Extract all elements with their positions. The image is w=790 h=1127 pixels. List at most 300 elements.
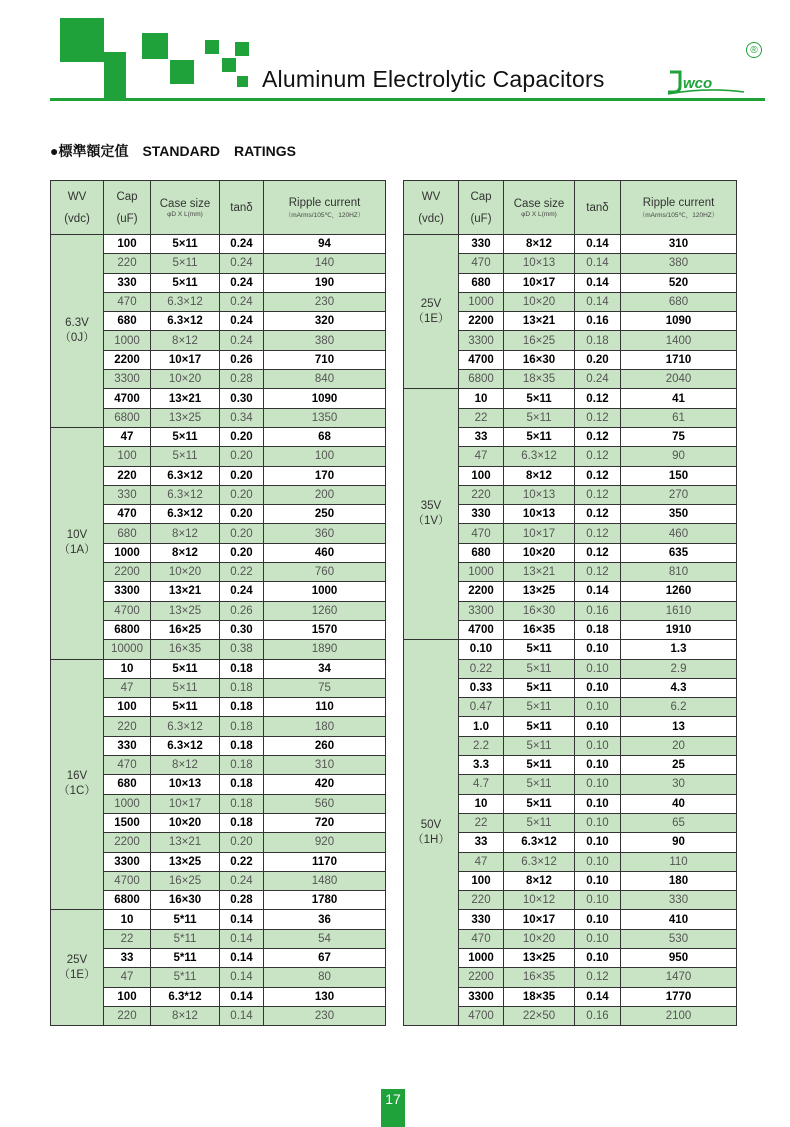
- case-size-cell: 13×21: [151, 582, 220, 601]
- cap-cell: 3300: [459, 331, 504, 350]
- tan-cell: 0.10: [575, 833, 621, 852]
- case-size-cell: 8×12: [504, 871, 575, 890]
- col-wv: WV (vdc): [51, 181, 104, 235]
- cap-cell: 33: [104, 948, 151, 967]
- cap-cell: 2200: [104, 350, 151, 369]
- cap-cell: 10: [104, 659, 151, 678]
- tan-cell: 0.18: [220, 756, 264, 775]
- cap-cell: 100: [459, 871, 504, 890]
- cap-cell: 220: [104, 1006, 151, 1025]
- ripple-cell: 90: [621, 447, 737, 466]
- voltage-cell: [51, 659, 104, 910]
- ripple-cell: 100: [264, 447, 386, 466]
- tan-cell: 0.16: [575, 312, 621, 331]
- cap-cell: 1000: [104, 543, 151, 562]
- case-size-cell: 13×21: [504, 563, 575, 582]
- cap-cell: 0.22: [459, 659, 504, 678]
- cap-cell: 4700: [104, 389, 151, 408]
- tan-cell: 0.10: [575, 736, 621, 755]
- case-size-cell: 5×11: [151, 698, 220, 717]
- cap-cell: 220: [459, 485, 504, 504]
- tan-cell: 0.20: [220, 427, 264, 446]
- page-number: 17: [381, 1089, 405, 1127]
- cap-cell: 220: [104, 717, 151, 736]
- voltage-code: （1E）: [58, 968, 96, 981]
- ripple-cell: 950: [621, 948, 737, 967]
- deco-square: [142, 33, 168, 59]
- tan-cell: 0.10: [575, 871, 621, 890]
- deco-square: [205, 40, 219, 54]
- ripple-cell: 170: [264, 466, 386, 485]
- cap-cell: 4700: [104, 601, 151, 620]
- ripple-cell: 310: [621, 235, 737, 254]
- cap-cell: 1000: [459, 563, 504, 582]
- ripple-cell: 75: [264, 678, 386, 697]
- col-tan: tanδ: [575, 181, 621, 235]
- tan-cell: 0.12: [575, 427, 621, 446]
- cap-cell: 3.3: [459, 756, 504, 775]
- voltage-label: 35V: [420, 500, 442, 513]
- case-size-cell: 5×11: [504, 756, 575, 775]
- tan-cell: 0.20: [220, 543, 264, 562]
- cap-cell: 0.10: [459, 640, 504, 659]
- ripple-cell: 360: [264, 524, 386, 543]
- tan-cell: 0.12: [575, 563, 621, 582]
- tan-cell: 0.12: [575, 389, 621, 408]
- voltage-cell: [404, 389, 459, 640]
- case-size-cell: 16×30: [504, 601, 575, 620]
- ripple-cell: 190: [264, 273, 386, 292]
- case-size-cell: 13×25: [504, 948, 575, 967]
- section-title: ●標準額定值 STANDARD RATINGS: [50, 143, 296, 159]
- tan-cell: 0.22: [220, 852, 264, 871]
- cap-cell: 3300: [459, 987, 504, 1006]
- voltage-cell: [404, 640, 459, 1026]
- ripple-cell: 34: [264, 659, 386, 678]
- tan-cell: 0.14: [220, 968, 264, 987]
- case-size-cell: 10×20: [151, 370, 220, 389]
- case-size-cell: 10×17: [151, 350, 220, 369]
- tan-cell: 0.10: [575, 891, 621, 910]
- ripple-cell: 420: [264, 775, 386, 794]
- case-size-cell: 5×11: [504, 640, 575, 659]
- tan-cell: 0.18: [220, 794, 264, 813]
- case-size-cell: 6.3×12: [504, 833, 575, 852]
- ripple-cell: 810: [621, 563, 737, 582]
- case-size-cell: 8×12: [151, 543, 220, 562]
- cap-cell: 470: [104, 292, 151, 311]
- cap-cell: 10: [459, 389, 504, 408]
- case-size-cell: 8×12: [151, 756, 220, 775]
- cap-cell: 47: [104, 968, 151, 987]
- cap-cell: 33: [459, 833, 504, 852]
- ripple-cell: 1470: [621, 968, 737, 987]
- ripple-cell: 260: [264, 736, 386, 755]
- deco-square: [222, 58, 236, 72]
- tan-cell: 0.26: [220, 350, 264, 369]
- tan-cell: 0.10: [575, 678, 621, 697]
- tan-cell: 0.20: [575, 350, 621, 369]
- voltage-code: （1C）: [58, 785, 96, 798]
- ripple-cell: 1090: [264, 389, 386, 408]
- tan-cell: 0.12: [575, 968, 621, 987]
- case-size-cell: 5×11: [504, 659, 575, 678]
- cap-cell: 4.7: [459, 775, 504, 794]
- ripple-cell: 270: [621, 485, 737, 504]
- cap-cell: 1000: [459, 292, 504, 311]
- tan-cell: 0.26: [220, 601, 264, 620]
- case-size-cell: 5×11: [504, 389, 575, 408]
- tan-cell: 0.24: [220, 292, 264, 311]
- case-size-cell: 5×11: [151, 659, 220, 678]
- case-size-cell: 5×11: [504, 794, 575, 813]
- ripple-cell: 1260: [621, 582, 737, 601]
- cap-cell: 33: [459, 427, 504, 446]
- case-size-cell: 6.3×12: [151, 717, 220, 736]
- voltage-code: （1A）: [58, 544, 96, 557]
- ripple-cell: 1780: [264, 891, 386, 910]
- cap-cell: 2200: [459, 582, 504, 601]
- tan-cell: 0.18: [220, 775, 264, 794]
- tan-cell: 0.14: [220, 948, 264, 967]
- cap-cell: 4700: [459, 350, 504, 369]
- ripple-cell: 6.2: [621, 698, 737, 717]
- tan-cell: 0.30: [220, 620, 264, 639]
- case-size-cell: 8×12: [151, 331, 220, 350]
- tan-cell: 0.12: [575, 543, 621, 562]
- tan-cell: 0.28: [220, 891, 264, 910]
- case-size-cell: 6.3×12: [151, 292, 220, 311]
- cap-cell: 1000: [104, 331, 151, 350]
- ripple-cell: 4.3: [621, 678, 737, 697]
- tan-cell: 0.12: [575, 505, 621, 524]
- case-size-cell: 5*11: [151, 948, 220, 967]
- ripple-cell: 920: [264, 833, 386, 852]
- cap-cell: 10: [104, 910, 151, 929]
- case-size-cell: 5×11: [504, 813, 575, 832]
- ripple-cell: 180: [264, 717, 386, 736]
- tan-cell: 0.18: [220, 736, 264, 755]
- case-size-cell: 5×11: [504, 678, 575, 697]
- ripple-cell: 25: [621, 756, 737, 775]
- case-size-cell: 5×11: [504, 736, 575, 755]
- cap-cell: 0.47: [459, 698, 504, 717]
- tan-cell: 0.10: [575, 852, 621, 871]
- voltage-label: 25V: [420, 297, 442, 310]
- cap-cell: 1000: [459, 948, 504, 967]
- tan-cell: 0.14: [575, 273, 621, 292]
- case-size-cell: 10×17: [504, 524, 575, 543]
- case-size-cell: 10×13: [504, 505, 575, 524]
- cap-cell: 3300: [459, 601, 504, 620]
- case-size-cell: 18×35: [504, 370, 575, 389]
- ripple-cell: 150: [621, 466, 737, 485]
- table-row: [404, 235, 737, 254]
- tan-cell: 0.18: [575, 620, 621, 639]
- cap-cell: 3300: [104, 370, 151, 389]
- tan-cell: 0.10: [575, 794, 621, 813]
- ripple-cell: 460: [264, 543, 386, 562]
- ripple-cell: 720: [264, 813, 386, 832]
- ripple-cell: 350: [621, 505, 737, 524]
- cap-cell: 470: [104, 505, 151, 524]
- ripple-cell: 2.9: [621, 659, 737, 678]
- case-size-cell: 13×25: [151, 852, 220, 871]
- tan-cell: 0.28: [220, 370, 264, 389]
- page-title: Aluminum Electrolytic Capacitors: [262, 66, 605, 92]
- case-size-cell: 8×12: [151, 1006, 220, 1025]
- tan-cell: 0.20: [220, 466, 264, 485]
- ripple-cell: 635: [621, 543, 737, 562]
- case-size-cell: 13×25: [504, 582, 575, 601]
- case-size-cell: 10×13: [504, 485, 575, 504]
- voltage-code: （1H）: [412, 833, 450, 846]
- table-row: [51, 235, 386, 254]
- case-size-cell: 5×11: [151, 273, 220, 292]
- voltage-label: 6.3V: [65, 316, 89, 329]
- case-size-cell: 5×11: [151, 254, 220, 273]
- ripple-cell: 30: [621, 775, 737, 794]
- ripple-cell: 75: [621, 427, 737, 446]
- tan-cell: 0.14: [575, 254, 621, 273]
- case-size-cell: 5×11: [504, 408, 575, 427]
- col-wv: WV (vdc): [404, 181, 459, 235]
- cap-cell: 470: [459, 524, 504, 543]
- ripple-cell: 1.3: [621, 640, 737, 659]
- tan-cell: 0.18: [220, 659, 264, 678]
- cap-cell: 2200: [104, 833, 151, 852]
- case-size-cell: 5×11: [504, 427, 575, 446]
- case-size-cell: 6.3*12: [151, 987, 220, 1006]
- tan-cell: 0.20: [220, 505, 264, 524]
- ripple-cell: 90: [621, 833, 737, 852]
- cap-cell: 100: [104, 235, 151, 254]
- cap-cell: 220: [104, 254, 151, 273]
- tan-cell: 0.20: [220, 524, 264, 543]
- tan-cell: 0.20: [220, 447, 264, 466]
- case-size-cell: 5×11: [504, 698, 575, 717]
- cap-cell: 6800: [104, 408, 151, 427]
- cap-cell: 680: [104, 312, 151, 331]
- ripple-cell: 680: [621, 292, 737, 311]
- voltage-cell: [51, 235, 104, 428]
- ripple-cell: 460: [621, 524, 737, 543]
- ripple-cell: 130: [264, 987, 386, 1006]
- ripple-cell: 1770: [621, 987, 737, 1006]
- cap-cell: 1000: [104, 794, 151, 813]
- ripple-cell: 760: [264, 563, 386, 582]
- ripple-cell: 36: [264, 910, 386, 929]
- cap-cell: 22: [104, 929, 151, 948]
- table-header: [51, 181, 386, 235]
- table-row: [404, 640, 737, 659]
- tan-cell: 0.34: [220, 408, 264, 427]
- ripple-cell: 410: [621, 910, 737, 929]
- ripple-cell: 68: [264, 427, 386, 446]
- case-size-cell: 16×25: [151, 871, 220, 890]
- ripple-cell: 1170: [264, 852, 386, 871]
- case-size-cell: 5×11: [151, 678, 220, 697]
- registered-mark: ®: [746, 42, 762, 58]
- tan-cell: 0.10: [575, 910, 621, 929]
- tan-cell: 0.18: [220, 698, 264, 717]
- table-row: [51, 659, 386, 678]
- col-ripple: Ripple current （mArms/105℃，120HZ）: [621, 181, 737, 235]
- cap-cell: 470: [459, 254, 504, 273]
- case-size-cell: 10×13: [504, 254, 575, 273]
- case-size-cell: 6.3×12: [151, 485, 220, 504]
- cap-cell: 6800: [459, 370, 504, 389]
- tan-cell: 0.20: [220, 833, 264, 852]
- case-size-cell: 13×25: [151, 408, 220, 427]
- cap-cell: 220: [104, 466, 151, 485]
- ripple-cell: 310: [264, 756, 386, 775]
- col-ripple: Ripple current （mArms/105℃，120HZ）: [264, 181, 386, 235]
- ripple-cell: 54: [264, 929, 386, 948]
- tan-cell: 0.24: [220, 871, 264, 890]
- case-size-cell: 13×25: [151, 601, 220, 620]
- cap-cell: 22: [459, 813, 504, 832]
- tan-cell: 0.14: [575, 235, 621, 254]
- case-size-cell: 8×12: [504, 466, 575, 485]
- ripple-cell: 1890: [264, 640, 386, 659]
- tan-cell: 0.16: [575, 601, 621, 620]
- ripple-cell: 65: [621, 813, 737, 832]
- table-header: [404, 181, 737, 235]
- voltage-label: 50V: [420, 818, 442, 831]
- case-size-cell: 10×20: [151, 813, 220, 832]
- cap-cell: 47: [104, 678, 151, 697]
- voltage-label: 10V: [66, 529, 88, 542]
- col-cap: Cap (uF): [459, 181, 504, 235]
- col-case-size: Case size φD X L(mm): [504, 181, 575, 235]
- col-cap: Cap (uF): [104, 181, 151, 235]
- case-size-cell: 8×12: [504, 235, 575, 254]
- table-row: [51, 427, 386, 446]
- case-size-cell: 16×35: [504, 620, 575, 639]
- tan-cell: 0.10: [575, 775, 621, 794]
- ripple-cell: 1610: [621, 601, 737, 620]
- case-size-cell: 6.3×12: [151, 505, 220, 524]
- tan-cell: 0.14: [575, 582, 621, 601]
- deco-square: [235, 42, 249, 56]
- cap-cell: 1.0: [459, 717, 504, 736]
- ripple-cell: 110: [264, 698, 386, 717]
- ripple-cell: 1350: [264, 408, 386, 427]
- case-size-cell: 5×11: [151, 447, 220, 466]
- ripple-cell: 710: [264, 350, 386, 369]
- ripple-cell: 110: [621, 852, 737, 871]
- ripple-cell: 520: [621, 273, 737, 292]
- cap-cell: 2200: [459, 312, 504, 331]
- tan-cell: 0.22: [220, 563, 264, 582]
- case-size-cell: 10×20: [151, 563, 220, 582]
- tan-cell: 0.16: [575, 1006, 621, 1025]
- case-size-cell: 13×21: [504, 312, 575, 331]
- ripple-cell: 1000: [264, 582, 386, 601]
- col-tan: tanδ: [220, 181, 264, 235]
- case-size-cell: 13×21: [151, 389, 220, 408]
- ripple-cell: 250: [264, 505, 386, 524]
- voltage-label: 25V: [66, 953, 88, 966]
- cap-cell: 3300: [104, 582, 151, 601]
- case-size-cell: 10×13: [151, 775, 220, 794]
- ripple-cell: 2100: [621, 1006, 737, 1025]
- ripple-cell: 1260: [264, 601, 386, 620]
- deco-square: [104, 52, 126, 98]
- cap-cell: 100: [104, 698, 151, 717]
- cap-cell: 1500: [104, 813, 151, 832]
- case-size-cell: 6.3×12: [151, 466, 220, 485]
- case-size-cell: 5×11: [151, 427, 220, 446]
- case-size-cell: 10×20: [504, 292, 575, 311]
- cap-cell: 47: [459, 447, 504, 466]
- ripple-cell: 380: [621, 254, 737, 273]
- case-size-cell: 22×50: [504, 1006, 575, 1025]
- tan-cell: 0.10: [575, 929, 621, 948]
- case-size-cell: 16×35: [151, 640, 220, 659]
- case-size-cell: 10×17: [504, 273, 575, 292]
- ripple-cell: 230: [264, 1006, 386, 1025]
- ripple-cell: 840: [264, 370, 386, 389]
- cap-cell: 100: [104, 987, 151, 1006]
- cap-cell: 4700: [459, 1006, 504, 1025]
- svg-text:wco: wco: [683, 75, 713, 92]
- ripple-cell: 1910: [621, 620, 737, 639]
- tan-cell: 0.30: [220, 389, 264, 408]
- cap-cell: 22: [459, 408, 504, 427]
- case-size-cell: 16×30: [504, 350, 575, 369]
- ripple-cell: 1570: [264, 620, 386, 639]
- tan-cell: 0.24: [220, 235, 264, 254]
- voltage-cell: [51, 427, 104, 659]
- tan-cell: 0.12: [575, 524, 621, 543]
- case-size-cell: 10×17: [151, 794, 220, 813]
- cap-cell: 100: [104, 447, 151, 466]
- ripple-cell: 320: [264, 312, 386, 331]
- ripple-cell: 94: [264, 235, 386, 254]
- case-size-cell: 5*11: [151, 910, 220, 929]
- cap-cell: 680: [459, 273, 504, 292]
- case-size-cell: 5*11: [151, 929, 220, 948]
- ripple-cell: 80: [264, 968, 386, 987]
- tan-cell: 0.24: [220, 254, 264, 273]
- voltage-code: （1E）: [412, 312, 450, 325]
- cap-cell: 680: [104, 524, 151, 543]
- ripple-cell: 1480: [264, 871, 386, 890]
- case-size-cell: 10×20: [504, 543, 575, 562]
- case-size-cell: 6.3×12: [151, 312, 220, 331]
- case-size-cell: 8×12: [151, 524, 220, 543]
- tan-cell: 0.18: [220, 678, 264, 697]
- cap-cell: 680: [104, 775, 151, 794]
- cap-cell: 330: [459, 505, 504, 524]
- cap-cell: 10: [459, 794, 504, 813]
- ripple-cell: 180: [621, 871, 737, 890]
- ripple-cell: 61: [621, 408, 737, 427]
- cap-cell: 470: [104, 756, 151, 775]
- case-size-cell: 18×35: [504, 987, 575, 1006]
- ripple-cell: 13: [621, 717, 737, 736]
- ripple-cell: 41: [621, 389, 737, 408]
- ripple-cell: 1090: [621, 312, 737, 331]
- ripple-cell: 560: [264, 794, 386, 813]
- case-size-cell: 6.3×12: [504, 852, 575, 871]
- voltage-cell: [404, 235, 459, 389]
- cap-cell: 2200: [104, 563, 151, 582]
- cap-cell: 2.2: [459, 736, 504, 755]
- ripple-cell: 1400: [621, 331, 737, 350]
